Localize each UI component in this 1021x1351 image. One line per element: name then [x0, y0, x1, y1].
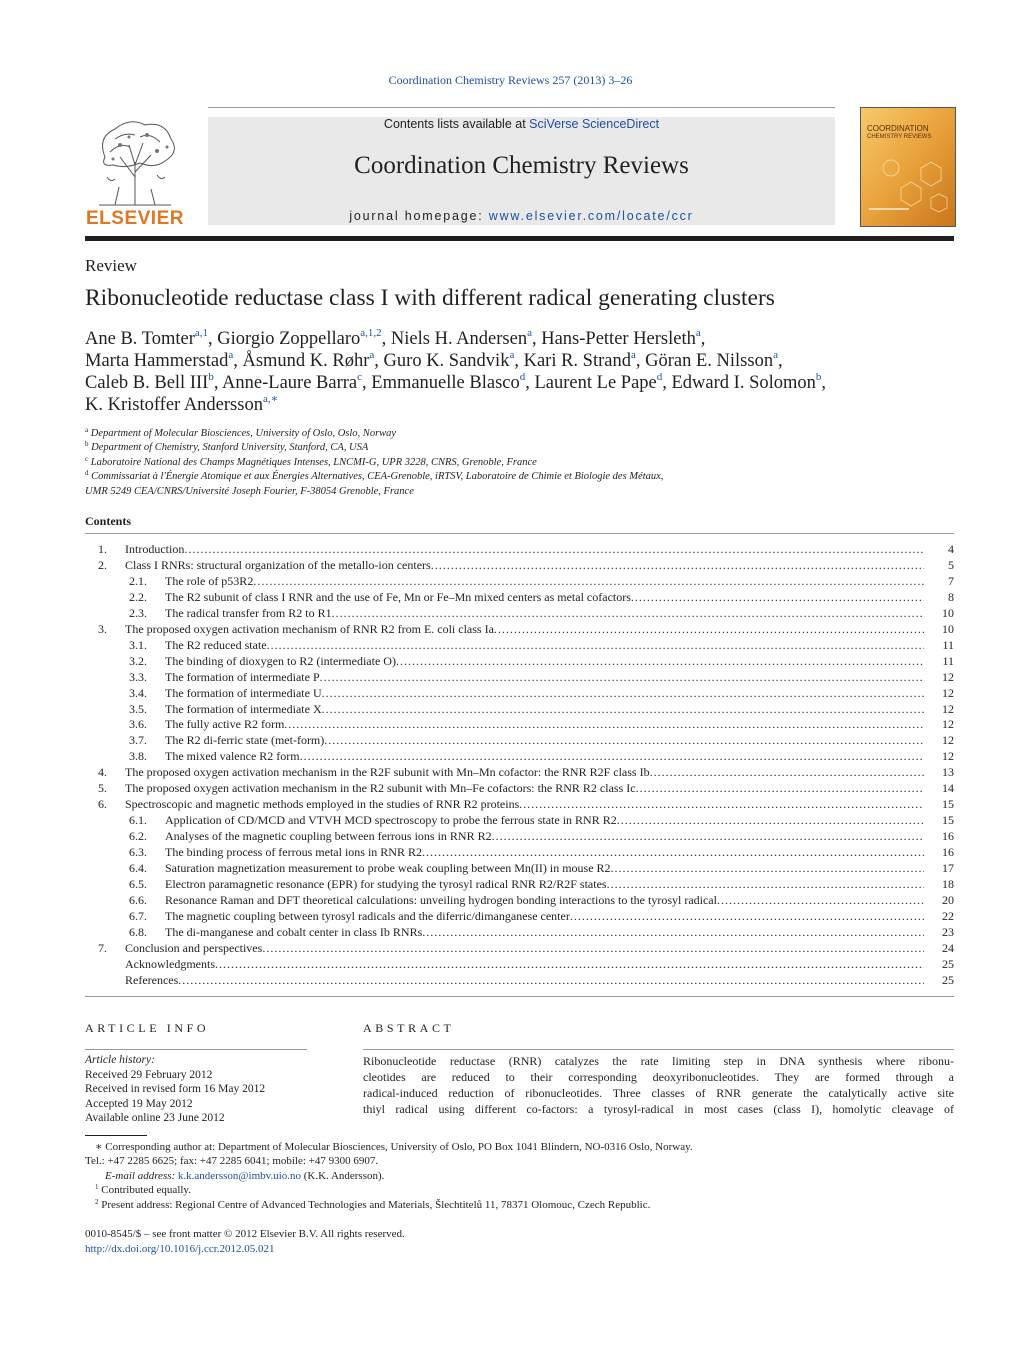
- toc-entry[interactable]: [85, 702, 954, 718]
- toc-title[interactable]: The R2 di-ferric state (met-form): [165, 733, 325, 748]
- author-line: [85, 372, 965, 394]
- journal-title: Coordination Chemistry Reviews: [354, 152, 689, 179]
- abstract-heading: ABSTRACT: [363, 1021, 455, 1035]
- toc-page-number: 16: [942, 845, 954, 860]
- toc-leader-dots: [396, 654, 924, 669]
- toc-title[interactable]: Class I RNRs: structural organization of the metallo-ion centers: [125, 557, 431, 572]
- sciencedirect-link[interactable]: SciVerse ScienceDirect: [529, 117, 660, 131]
- toc-title[interactable]: The radical transfer from R2 to R1: [165, 605, 332, 620]
- toc-page-number: 20: [942, 892, 954, 907]
- toc-leader-dots: [178, 973, 924, 988]
- toc-page-number: 13: [942, 765, 954, 780]
- toc-title[interactable]: The formation of intermediate X: [165, 701, 322, 716]
- toc-entry[interactable]: [85, 606, 954, 622]
- journal-homepage: [208, 209, 835, 223]
- toc-number: 6.3.: [129, 845, 147, 860]
- toc-page-number: 11: [942, 653, 954, 668]
- author-line: [85, 328, 965, 350]
- homepage-prefix: journal homepage:: [349, 209, 489, 223]
- affiliation-text: UMR 5249 CEA/CNRS/Université Joseph Fourier, F-38054 Grenoble, France: [85, 485, 414, 497]
- toc-page-number: 10: [942, 621, 954, 636]
- email-suffix: (K.K. Andersson).: [303, 1169, 385, 1182]
- author-affiliation-mark[interactable]: a: [509, 349, 515, 361]
- toc-title[interactable]: Acknowledgments: [125, 956, 215, 971]
- author-separator: ,: [525, 373, 535, 393]
- abstract-text: [363, 1053, 954, 1117]
- affiliation-mark: d: [85, 469, 89, 478]
- toc-page-number: 8: [948, 589, 954, 604]
- toc-number: 6.7.: [129, 908, 147, 923]
- article-info-rule: [85, 1049, 307, 1050]
- toc-title[interactable]: The magnetic coupling between tyrosyl radicals and the diferric/dimanganese center: [165, 908, 570, 923]
- toc-leader-dots: [617, 813, 924, 828]
- toc-leader-dots: [262, 941, 924, 956]
- footnote-2-mark: 2: [95, 1197, 99, 1206]
- toc-entry[interactable]: [85, 558, 954, 574]
- footnote-rule: [85, 1135, 147, 1136]
- abstract-line: cleotides are reduced to their corresponding deoxyribonucleotides. They are formed through a: [363, 1070, 954, 1084]
- author-line: [85, 350, 965, 372]
- toc-number: 2.2.: [129, 589, 147, 604]
- contents-bottom-rule: [85, 996, 954, 997]
- author-separator: ,: [777, 351, 783, 371]
- toc-number: 3.4.: [129, 685, 147, 700]
- toc-entry[interactable]: [85, 797, 954, 813]
- toc-title[interactable]: The role of p53R2: [165, 573, 254, 588]
- toc-leader-dots: [253, 574, 924, 589]
- author-affiliation-mark[interactable]: d: [519, 371, 526, 383]
- toc-number: 6.5.: [129, 876, 147, 891]
- toc-title[interactable]: Spectroscopic and magnetic methods employed in the studies of RNR R2 proteins: [125, 797, 520, 812]
- toc-leader-dots: [184, 542, 924, 557]
- author-affiliation-mark[interactable]: a: [527, 327, 532, 339]
- toc-entry[interactable]: [85, 733, 954, 749]
- toc-page-number: 12: [942, 717, 954, 732]
- author-name: Marta Hammerstad: [85, 351, 229, 371]
- toc-page-number: 10: [942, 605, 954, 620]
- affiliation: [85, 456, 965, 470]
- footnote-2: [85, 1198, 965, 1212]
- toc-page-number: 16: [942, 829, 954, 844]
- toc-leader-dots: [717, 893, 924, 908]
- footnote-tel: Tel.: +47 2285 6625; fax: +47 2285 6041; mobile: +47 9300 6907.: [85, 1155, 379, 1168]
- toc-title[interactable]: The formation of intermediate U: [165, 685, 322, 700]
- issn-line: 0010-8545/$ – see front matter © 2012 Elsevier B.V. All rights reserved.: [85, 1228, 405, 1240]
- toc-leader-dots: [300, 749, 924, 764]
- toc-page-number: 12: [942, 669, 954, 684]
- toc-entry[interactable]: [85, 893, 954, 909]
- bottom-info: [85, 1227, 405, 1256]
- author-separator: ,: [362, 373, 372, 393]
- toc-leader-dots: [570, 909, 924, 924]
- author-name: Hans-Petter Hersleth: [541, 329, 696, 349]
- toc-entry[interactable]: [85, 542, 954, 558]
- doi-link[interactable]: http://dx.doi.org/10.1016/j.ccr.2012.05.021: [85, 1242, 275, 1255]
- author-name: Anne-Laure Barra: [222, 373, 358, 393]
- toc-page-number: 22: [942, 908, 954, 923]
- author-name: Göran E. Nilsson: [645, 351, 774, 371]
- author-name: Edward I. Solomon: [671, 373, 816, 393]
- affiliation: [85, 470, 965, 484]
- toc-leader-dots: [492, 829, 924, 844]
- author-name: Åsmund K. Røhr: [242, 351, 370, 371]
- author-separator: ,: [700, 329, 706, 349]
- toc-page-number: 23: [942, 924, 954, 939]
- toc-title[interactable]: The R2 subunit of class I RNR and the use of Fe, Mn or Fe–Mn mixed centers as metal cofactors: [165, 589, 631, 604]
- toc-number: 3.6.: [129, 717, 147, 732]
- footnote-email: [85, 1169, 965, 1183]
- toc-number: 6.8.: [129, 924, 147, 939]
- toc-entry[interactable]: [85, 877, 954, 893]
- toc-title[interactable]: Application of CD/MCD and VTVH MCD spectroscopy to probe the ferrous state in RNR R2: [165, 813, 617, 828]
- toc-leader-dots: [322, 686, 924, 701]
- footnote-corresponding: [85, 1140, 965, 1154]
- toc-page-number: 25: [942, 956, 954, 971]
- toc-entry[interactable]: [85, 973, 954, 989]
- author-separator: ,: [233, 351, 243, 371]
- toc-title[interactable]: The binding of dioxygen to R2 (intermediate O): [165, 653, 396, 668]
- toc-entry[interactable]: [85, 717, 954, 733]
- toc-entry[interactable]: [85, 654, 954, 670]
- toc-number: 7.: [98, 940, 107, 955]
- header-top-rule: [208, 107, 835, 108]
- toc-title[interactable]: Resonance Raman and DFT theoretical calculations: unveiling hydrogen bonding interactions to the tyrosyl radical: [165, 892, 717, 907]
- author-affiliation-mark[interactable]: a,1,2: [360, 327, 382, 339]
- toc-leader-dots: [650, 765, 924, 780]
- contents-prefix: Contents lists available at: [383, 117, 530, 131]
- toc-leader-dots: [322, 702, 924, 717]
- author-affiliation-mark[interactable]: a: [630, 349, 636, 361]
- history-revised: Received in revised form 16 May 2012: [85, 1083, 266, 1095]
- affiliation-text: Department of Chemistry, Stanford University, Stanford, CA, USA: [91, 442, 369, 454]
- toc-leader-dots: [494, 622, 924, 637]
- toc-entry[interactable]: [85, 670, 954, 686]
- footnote-mark: ∗: [95, 1141, 103, 1153]
- author-separator: ,: [514, 351, 524, 371]
- author-name: Giorgio Zoppellaro: [217, 329, 361, 349]
- abstract-line: Ribonucleotide reductase (RNR) catalyzes the rate limiting step in DNA synthesis where ribonu-: [363, 1054, 954, 1068]
- toc-leader-dots: [422, 845, 924, 860]
- toc-title[interactable]: The R2 reduced state: [165, 637, 267, 652]
- homepage-link[interactable]: www.elsevier.com/locate/ccr: [488, 209, 694, 223]
- article-info-heading: ARTICLE INFO: [85, 1021, 210, 1035]
- toc-number: 3.1.: [129, 637, 147, 652]
- footnotes: [85, 1140, 965, 1212]
- toc-title[interactable]: The binding process of ferrous metal ions in RNR R2: [165, 845, 422, 860]
- author-affiliation-mark[interactable]: a: [695, 327, 701, 339]
- toc-number: 6.2.: [129, 829, 147, 844]
- history-received: Received 29 February 2012: [85, 1068, 213, 1081]
- author-affiliation-mark[interactable]: a: [369, 349, 375, 361]
- toc-page-number: 12: [942, 701, 954, 716]
- toc-number: 1.: [98, 542, 107, 556]
- toc-page-number: 18: [942, 876, 954, 891]
- toc-title[interactable]: References: [125, 972, 179, 987]
- footnote-1-mark: 1: [95, 1183, 99, 1192]
- author-separator: ,: [374, 351, 384, 371]
- toc-number: 6.1.: [129, 813, 147, 828]
- toc-number: 3.7.: [129, 733, 147, 748]
- toc-number: 3.2.: [129, 653, 147, 668]
- author-name: Laurent Le Pape: [534, 373, 657, 393]
- author-separator: ,: [821, 373, 827, 393]
- toc-number: 4.: [98, 765, 107, 780]
- author-separator: ,: [635, 351, 646, 371]
- toc-entry[interactable]: [85, 829, 954, 845]
- author-list: [85, 328, 965, 416]
- toc-page-number: 4: [948, 542, 954, 556]
- affiliations: [85, 427, 965, 499]
- toc-leader-dots: [607, 877, 924, 892]
- author-name: Guro K. Sandvik: [383, 351, 510, 371]
- author-name: Niels H. Andersen: [390, 329, 528, 349]
- toc-number: 2.: [98, 557, 107, 572]
- toc-title[interactable]: The proposed oxygen activation mechanism of RNR R2 from E. coli class Ia: [125, 621, 494, 636]
- abstract-rule: [363, 1049, 954, 1050]
- elsevier-wordmark: ELSEVIER: [86, 208, 184, 229]
- author-line: [85, 394, 965, 416]
- history-accepted: Accepted 19 May 2012: [85, 1097, 193, 1110]
- toc-number: 2.3.: [129, 605, 147, 620]
- journal-reference[interactable]: Coordination Chemistry Reviews 257 (2013) 3–26: [388, 73, 633, 87]
- toc-entry[interactable]: [85, 686, 954, 702]
- toc-number: 3.: [98, 621, 107, 636]
- contents-top-rule: [85, 533, 954, 534]
- email-label: E-mail address:: [105, 1169, 176, 1182]
- toc-entry[interactable]: [85, 925, 954, 941]
- toc-leader-dots: [631, 590, 924, 605]
- toc-title[interactable]: Introduction: [125, 542, 185, 556]
- toc-leader-dots: [636, 781, 924, 796]
- toc-leader-dots: [611, 861, 924, 876]
- toc-leader-dots: [332, 606, 924, 621]
- toc-title[interactable]: The mixed valence R2 form: [165, 749, 300, 764]
- history-online: Available online 23 June 2012: [85, 1112, 225, 1124]
- author-separator: ,: [213, 373, 223, 393]
- article-type: Review: [85, 256, 137, 275]
- toc-leader-dots: [422, 925, 924, 940]
- toc-entry[interactable]: [85, 941, 954, 957]
- author-affiliation-mark[interactable]: b: [208, 371, 214, 383]
- abstract-line: thiyl radical using different co-factors: a tyrosyl-radical in most cases (class I), homolytic cleavage of: [363, 1102, 954, 1116]
- toc-page-number: 5: [948, 557, 954, 572]
- cover-title-line2: CHEMISTRY REVIEWS: [867, 134, 932, 140]
- toc-entry[interactable]: [85, 638, 954, 654]
- toc-entry[interactable]: [85, 909, 954, 925]
- toc-leader-dots: [431, 558, 924, 573]
- toc-entry[interactable]: [85, 781, 954, 797]
- toc-page-number: 24: [942, 940, 954, 955]
- footnote-2-text: Present address: Regional Centre of Advanced Technologies and Materials, Šlechtitelů 11, 78371 Olomouc, Czech Republic.: [101, 1198, 651, 1211]
- article-title: Ribonucleotide reductase class I with different radical generating clusters: [85, 285, 775, 311]
- author-separator: ,: [531, 329, 542, 349]
- article-history: [85, 1053, 265, 1126]
- author-name: Ane B. Tomter: [85, 329, 195, 349]
- toc-leader-dots: [284, 717, 924, 732]
- toc-number: 3.3.: [129, 669, 147, 684]
- toc-page-number: 25: [942, 972, 954, 987]
- toc-title[interactable]: The fully active R2 form: [165, 717, 285, 732]
- toc-title[interactable]: Electron paramagnetic resonance (EPR) for studying the tyrosyl radical RNR R2/R2F states: [165, 876, 607, 891]
- author-affiliation-mark[interactable]: a,1: [194, 327, 209, 339]
- toc-page-number: 11: [942, 637, 954, 652]
- toc-number: 6.4.: [129, 861, 147, 875]
- author-affiliation-mark[interactable]: a: [228, 349, 234, 361]
- author-name: Kari R. Strand: [523, 351, 631, 371]
- affiliation: [85, 485, 965, 499]
- toc-number: 5.: [98, 781, 107, 796]
- contents-heading: Contents: [85, 514, 132, 528]
- toc-title[interactable]: The proposed oxygen activation mechanism in the R2F subunit with Mn–Mn cofactor: the RNR R2F class Ib: [125, 765, 650, 780]
- toc-number: 2.1.: [129, 573, 147, 588]
- author-affiliation-mark[interactable]: a: [773, 349, 778, 361]
- toc-entry[interactable]: [85, 813, 954, 829]
- corresponding-text: Corresponding author at: Department of Molecular Biosciences, University of Oslo, PO Box 1041 Blindern, NO-0316 Oslo, Norway.: [105, 1141, 693, 1153]
- footnote-1-text: Contributed equally.: [101, 1184, 191, 1197]
- toc-leader-dots: [215, 957, 924, 972]
- toc-page-number: 14: [942, 781, 954, 796]
- toc-page-number: 12: [942, 749, 954, 764]
- toc-page-number: 15: [942, 813, 954, 828]
- toc-entry[interactable]: [85, 749, 954, 765]
- affiliation-mark: b: [85, 440, 89, 449]
- email-link[interactable]: k.k.andersson@imbv.uio.no: [177, 1169, 301, 1182]
- affiliation-mark: a: [85, 426, 89, 434]
- toc-entry[interactable]: [85, 574, 954, 590]
- toc-entry[interactable]: [85, 845, 954, 861]
- author-name: Caleb B. Bell III: [85, 373, 209, 393]
- toc-page-number: 12: [942, 733, 954, 748]
- author-separator: ,: [381, 329, 391, 349]
- toc-number: 6.: [98, 797, 107, 812]
- toc-entry[interactable]: [85, 590, 954, 606]
- toc-leader-dots: [324, 733, 924, 748]
- author-affiliation-mark[interactable]: b: [815, 371, 822, 383]
- toc-title[interactable]: Saturation magnetization measurement to probe weak coupling between Mn(II) in mouse R2: [165, 861, 611, 875]
- toc-entry[interactable]: [85, 765, 954, 781]
- toc-title[interactable]: The di-manganese and cobalt center in class Ib RNRs: [165, 924, 423, 939]
- toc-title[interactable]: The formation of intermediate P: [165, 669, 320, 684]
- toc-number: 3.5.: [129, 701, 147, 716]
- author-separator: ,: [208, 329, 218, 349]
- author-affiliation-mark[interactable]: c: [357, 371, 363, 383]
- toc-entry[interactable]: [85, 861, 954, 877]
- toc-title[interactable]: The proposed oxygen activation mechanism in the R2 subunit with Mn–Fe cofactors: the RNR R2 class Ic: [125, 781, 636, 796]
- toc-number: 3.8.: [129, 749, 147, 764]
- toc-page-number: 12: [942, 685, 954, 700]
- affiliation: [85, 441, 965, 455]
- toc-number: 6.6.: [129, 892, 147, 907]
- affiliation-text: Department of Molecular Biosciences, University of Oslo, Oslo, Norway: [90, 428, 397, 439]
- author-affiliation-mark[interactable]: d: [656, 371, 663, 383]
- footnote-1: [85, 1183, 965, 1197]
- header-thick-rule: [85, 236, 954, 241]
- affiliation-mark: c: [85, 454, 89, 463]
- author-name: Emmanuelle Blasco: [371, 373, 520, 393]
- toc-entry[interactable]: [85, 622, 954, 638]
- toc-leader-dots: [320, 670, 924, 685]
- article-history-label: Article history:: [85, 1054, 155, 1066]
- toc-page-number: 17: [942, 861, 954, 875]
- contents-availability: [208, 117, 835, 131]
- toc-page-number: 7: [948, 573, 954, 588]
- toc-title[interactable]: Analyses of the magnetic coupling between ferrous ions in RNR R2: [165, 829, 492, 844]
- abstract-line: radical-induced reduction of ribonucleotides. Three classes of RNR generate the catalytically active site: [363, 1086, 954, 1100]
- author-separator: ,: [662, 373, 672, 393]
- cover-title-line1: COORDINATION: [867, 124, 929, 133]
- author-affiliation-mark[interactable]: a,∗: [262, 393, 279, 405]
- affiliation-text: Laboratoire National des Champs Magnétiques Intenses, LNCMI-G, UPR 3228, CNRS, Grenoble, France: [90, 456, 537, 468]
- affiliation: [85, 427, 965, 441]
- toc-title[interactable]: Conclusion and perspectives: [125, 940, 263, 955]
- toc-entry[interactable]: [85, 957, 954, 973]
- toc-page-number: 15: [942, 797, 954, 812]
- affiliation-text: Commissariat à l'Énergie Atomique et aux Énergies Alternatives, CEA-Grenoble, iRTSV, Laboratoire de Chimie et Biologie des Métaux,: [91, 471, 664, 483]
- journal-cover-image[interactable]: [860, 107, 956, 227]
- toc-leader-dots: [519, 797, 924, 812]
- toc-leader-dots: [267, 638, 924, 653]
- author-name: K. Kristoffer Andersson: [85, 395, 263, 415]
